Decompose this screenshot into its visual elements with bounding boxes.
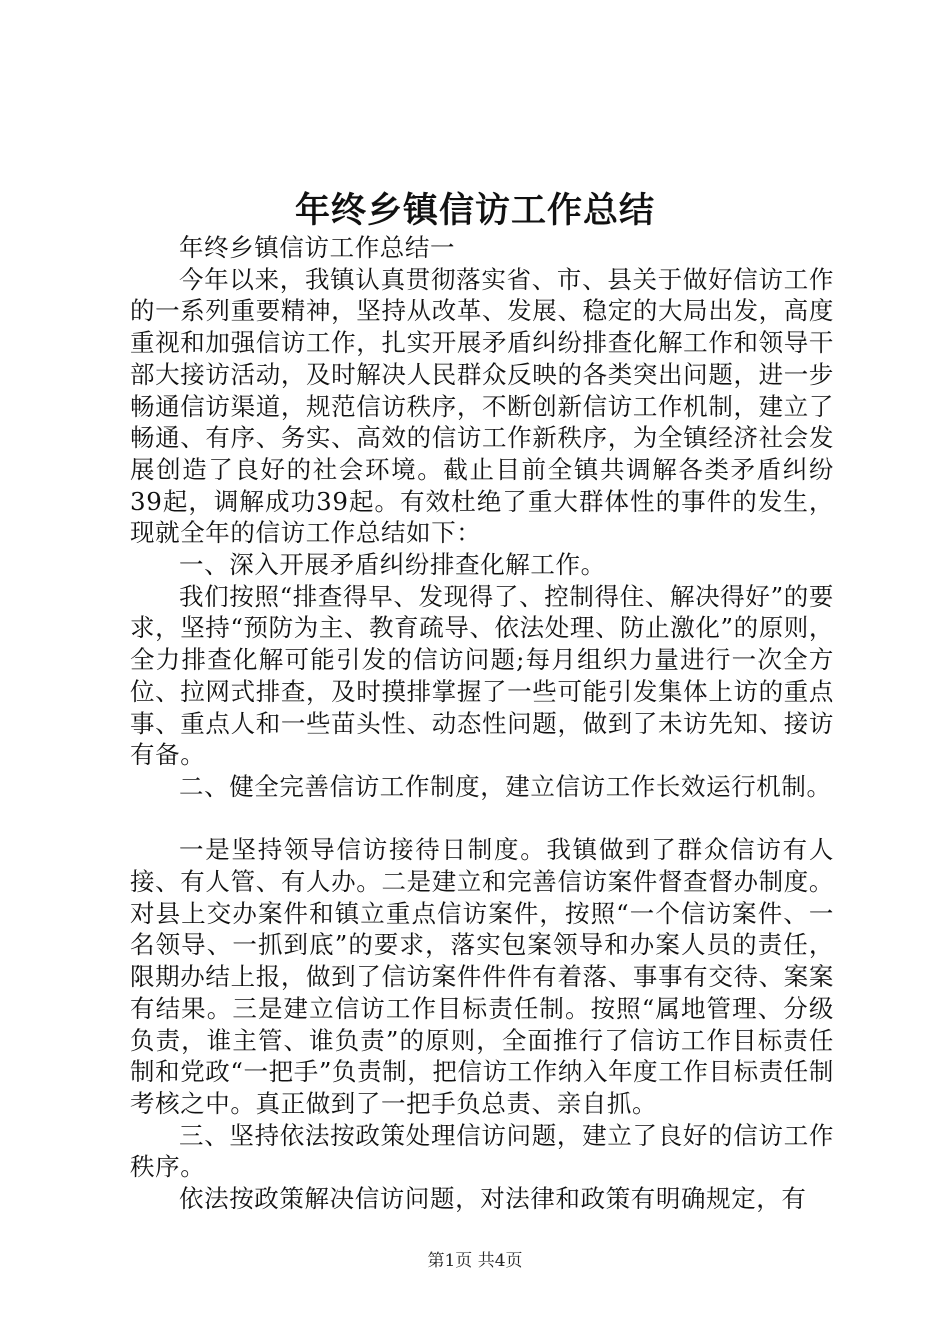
body-paragraph: 我们按照“排查得早、发现得了、控制得住、解决得好”的要求，坚持“预防为主、教育疏导、依法处理、防止激化”的原则，全力排查化解可能引发的信访问题;每月组织力量进行一次全方位、拉网式排查，及时摸排掌握了一些可能引发集体上访的重点事、重点人和一些苗头性、动态性问题，做到了未访先知、接访有备。 [130, 581, 834, 770]
document-title: 年终乡镇信访工作总结 [294, 190, 655, 231]
section-heading: 三、坚持依法按政策处理信访问题，建立了良好的信访工作秩序。 [130, 1120, 834, 1182]
page-footer: 第1页 共4页 [427, 1251, 523, 1271]
body-paragraph: 一是坚持领导信访接待日制度。我镇做到了群众信访有人接、有人管、有人办。二是建立和完善信访案件督查督办制度。对县上交办案件和镇立重点信访案件，按照“一个信访案件、一名领导、一抓到底”的要求，落实包案领导和办案人员的责任，限期办结上报，做到了信访案件件件有着落、事事有交待、案案有结果。三是建立信访工作目标责任制。按照“属地管理、分级负责，谁主管、谁负责”的原则，全面推行了信访工作目标责任制和党政“一把手”负责制，把信访工作纳入年度工作目标责任制考核之中。真正做到了一把手负总责、亲自抓。 [130, 835, 834, 1118]
section-heading: 一、深入开展矛盾纠纷排查化解工作。 [179, 550, 606, 580]
document-body [130, 232, 834, 1215]
body-paragraph: 依法按政策解决信访问题，对法律和政策有明确规定，有 [179, 1184, 807, 1214]
section-heading-subtitle: 年终乡镇信访工作总结一 [179, 233, 456, 262]
section-heading: 二、健全完善信访工作制度，建立信访工作长效运行机制。 [179, 771, 832, 801]
body-paragraph: 今年以来，我镇认真贯彻落实省、市、县关于做好信访工作的一系列重要精神，坚持从改革、发展、稳定的大局出发，高度重视和加强信访工作，扎实开展矛盾纠纷排查化解工作和领导干部大接访活动，及时解决人民群众反映的各类突出问题，进一步畅通信访渠道，规范信访秩序，不断创新信访工作机制，建立了畅通、有序、务实、高效的信访工作新秩序，为全镇经济社会发展创造了良好的社会环境。截止目前全镇共调解各类矛盾纠纷39起，调解成功39起。有效杜绝了重大群体性的事件的发生，现就全年的信访工作总结如下： [130, 264, 834, 548]
